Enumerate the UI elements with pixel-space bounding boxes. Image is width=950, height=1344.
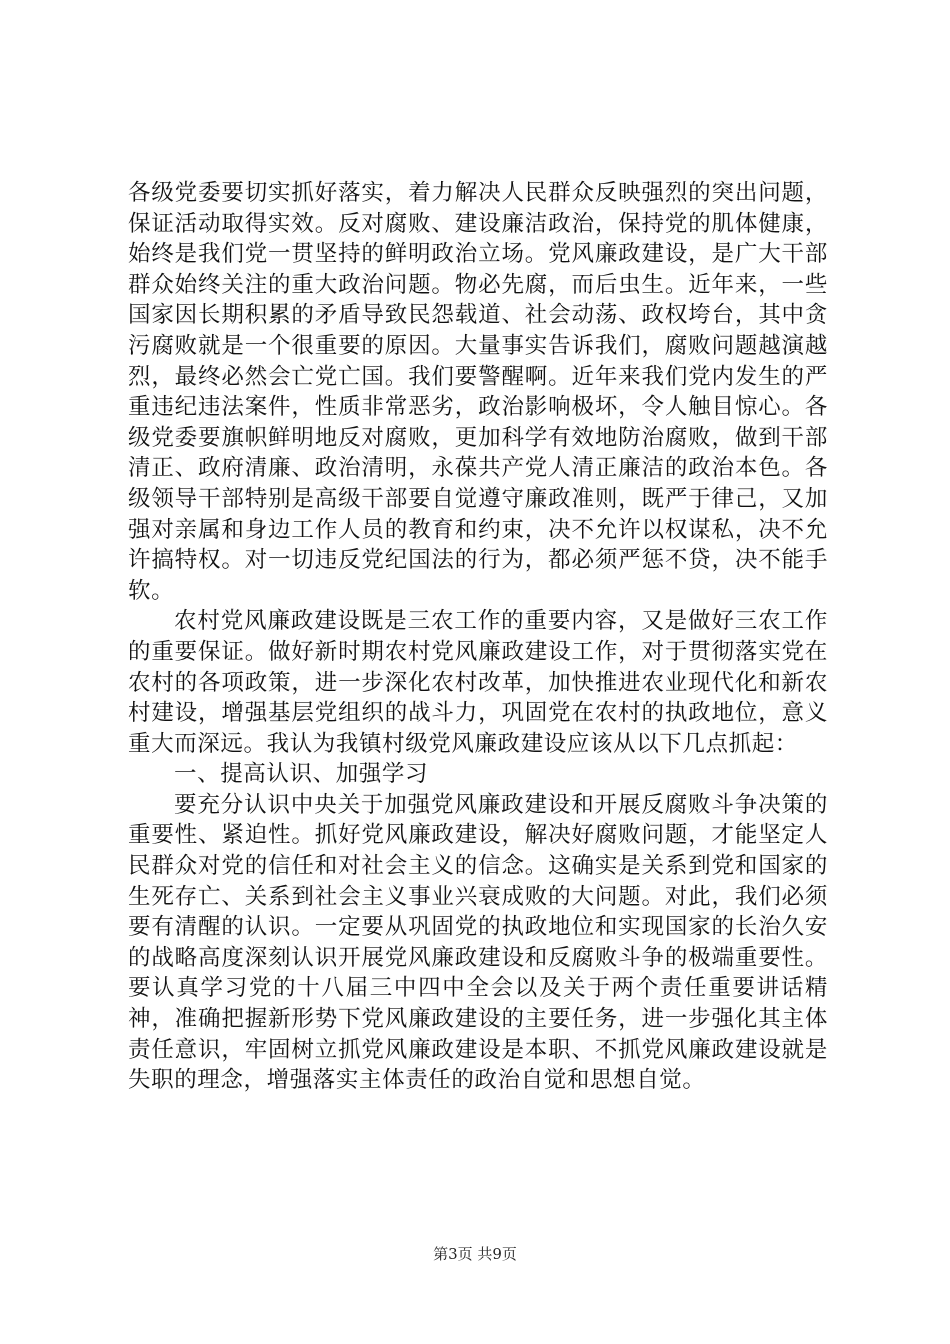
section-heading-1: 一、提高认识、加强学习 — [174, 761, 429, 788]
document-body — [128, 178, 828, 1096]
body-paragraph-1: 各级党委要切实抓好落实，着力解决人民群众反映强烈的突出问题，保证活动取得实效。反对腐败、建设廉洁政治，保持党的肌体健康，始终是我们党一贯坚持的鲜明政治立场。党风廉政建设，是广大干部群众始终关注的重大政治问题。物必先腐，而后虫生。近年来，一些国家因长期积累的矛盾导致民怨载道、社会动荡、政权垮台，其中贪污腐败就是一个很重要的原因。大量事实告诉我们，腐败问题越演越烈，最终必然会亡党亡国。我们要警醒啊。近年来我们党内发生的严重违纪违法案件，性质非常恶劣，政治影响极坏，令人触目惊心。各级党委要旗帜鲜明地反对腐败，更加科学有效地防治腐败，做到干部清正、政府清廉、政治清明，永葆共产党人清正廉洁的政治本色。各级领导干部特别是高级干部要自觉遵守廉政准则，既严于律己，又加强对亲属和身边工作人员的教育和约束，决不允许以权谋私，决不允许搞特权。对一切违反党纪国法的行为，都必须严惩不贷，决不能手软。 — [128, 180, 828, 604]
body-paragraph-2: 农村党风廉政建设既是三农工作的重要内容，又是做好三农工作的重要保证。做好新时期农村党风廉政建设工作，对于贯彻落实党在农村的各项政策，进一步深化农村改革，加快推进农业现代化和新农村建设，增强基层党组织的战斗力，巩固党在农村的执政地位，意义重大而深远。我认为我镇村级党风廉政建设应该从以下几点抓起： — [128, 608, 828, 757]
body-paragraph-3: 要充分认识中央关于加强党风廉政建设和开展反腐败斗争决策的重要性、紧迫性。抓好党风廉政建设，解决好腐败问题，才能坚定人民群众对党的信任和对社会主义的信念。这确实是关系到党和国家的生死存亡、关系到社会主义事业兴衰成败的大问题。对此，我们必须要有清醒的认识。一定要从巩固党的执政地位和实现国家的长治久安的战略高度深刻认识开展党风廉政建设和反腐败斗争的极端重要性。要认真学习党的十八届三中四中全会以及关于两个责任重要讲话精神，准确把握新形势下党风廉政建设的主要任务，进一步强化其主体责任意识，牢固树立抓党风廉政建设是本职、不抓党风廉政建设就是失职的理念，增强落实主体责任的政治自觉和思想自觉。 — [128, 791, 828, 1094]
page-footer: 第3页 共9页 — [433, 1245, 517, 1263]
